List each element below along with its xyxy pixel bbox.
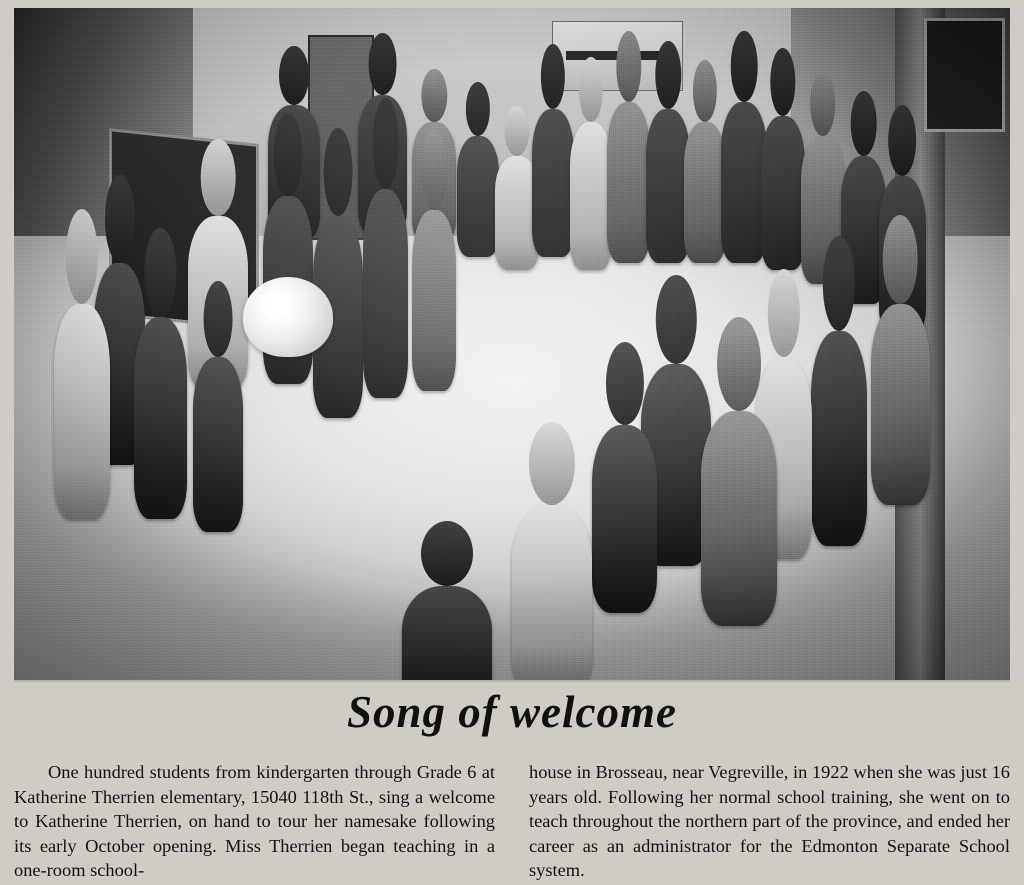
photo-person (811, 331, 867, 546)
caption-columns (14, 760, 1010, 883)
photo-person (871, 304, 931, 506)
headline: Song of welcome (347, 687, 677, 737)
photo-person (193, 357, 243, 532)
photo-person-foreground (402, 586, 492, 680)
photo-person-foreground (701, 411, 777, 626)
photo-person-foreground (512, 505, 592, 680)
photo-person-foreground (592, 425, 658, 613)
photo-person (607, 102, 651, 263)
photo-person (412, 210, 456, 391)
photo-person (570, 122, 612, 270)
photo-person (532, 109, 574, 257)
caption-column-left (14, 760, 495, 883)
caption-text-left: One hundred students from kindergarten through Grade 6 at Katherine Therrien elementary, 15040 118th St., sing a welcome to Katherine Therrien, on hand to tour her namesake following its early October opening. Miss Therrien began teaching in a one-room school- (14, 762, 495, 881)
photo-person (457, 136, 499, 257)
photo-person (684, 122, 726, 263)
caption-column-right (529, 760, 1010, 883)
photo-person (761, 116, 805, 271)
photo-person (363, 189, 409, 397)
photo-person (54, 304, 110, 519)
photo-window (924, 18, 1005, 132)
photo-person (134, 317, 188, 519)
caption-divider (14, 680, 1010, 682)
caption-text-right: house in Brosseau, near Vegreville, in 1922 when she was just 16 years old. Following her normal school training, she went on to teach throughout the northern part of the province, and ended her career as an administrator for the Edmonton Separate School system. (529, 762, 1010, 881)
photo-bouquet (243, 277, 333, 358)
photograph (14, 8, 1010, 680)
